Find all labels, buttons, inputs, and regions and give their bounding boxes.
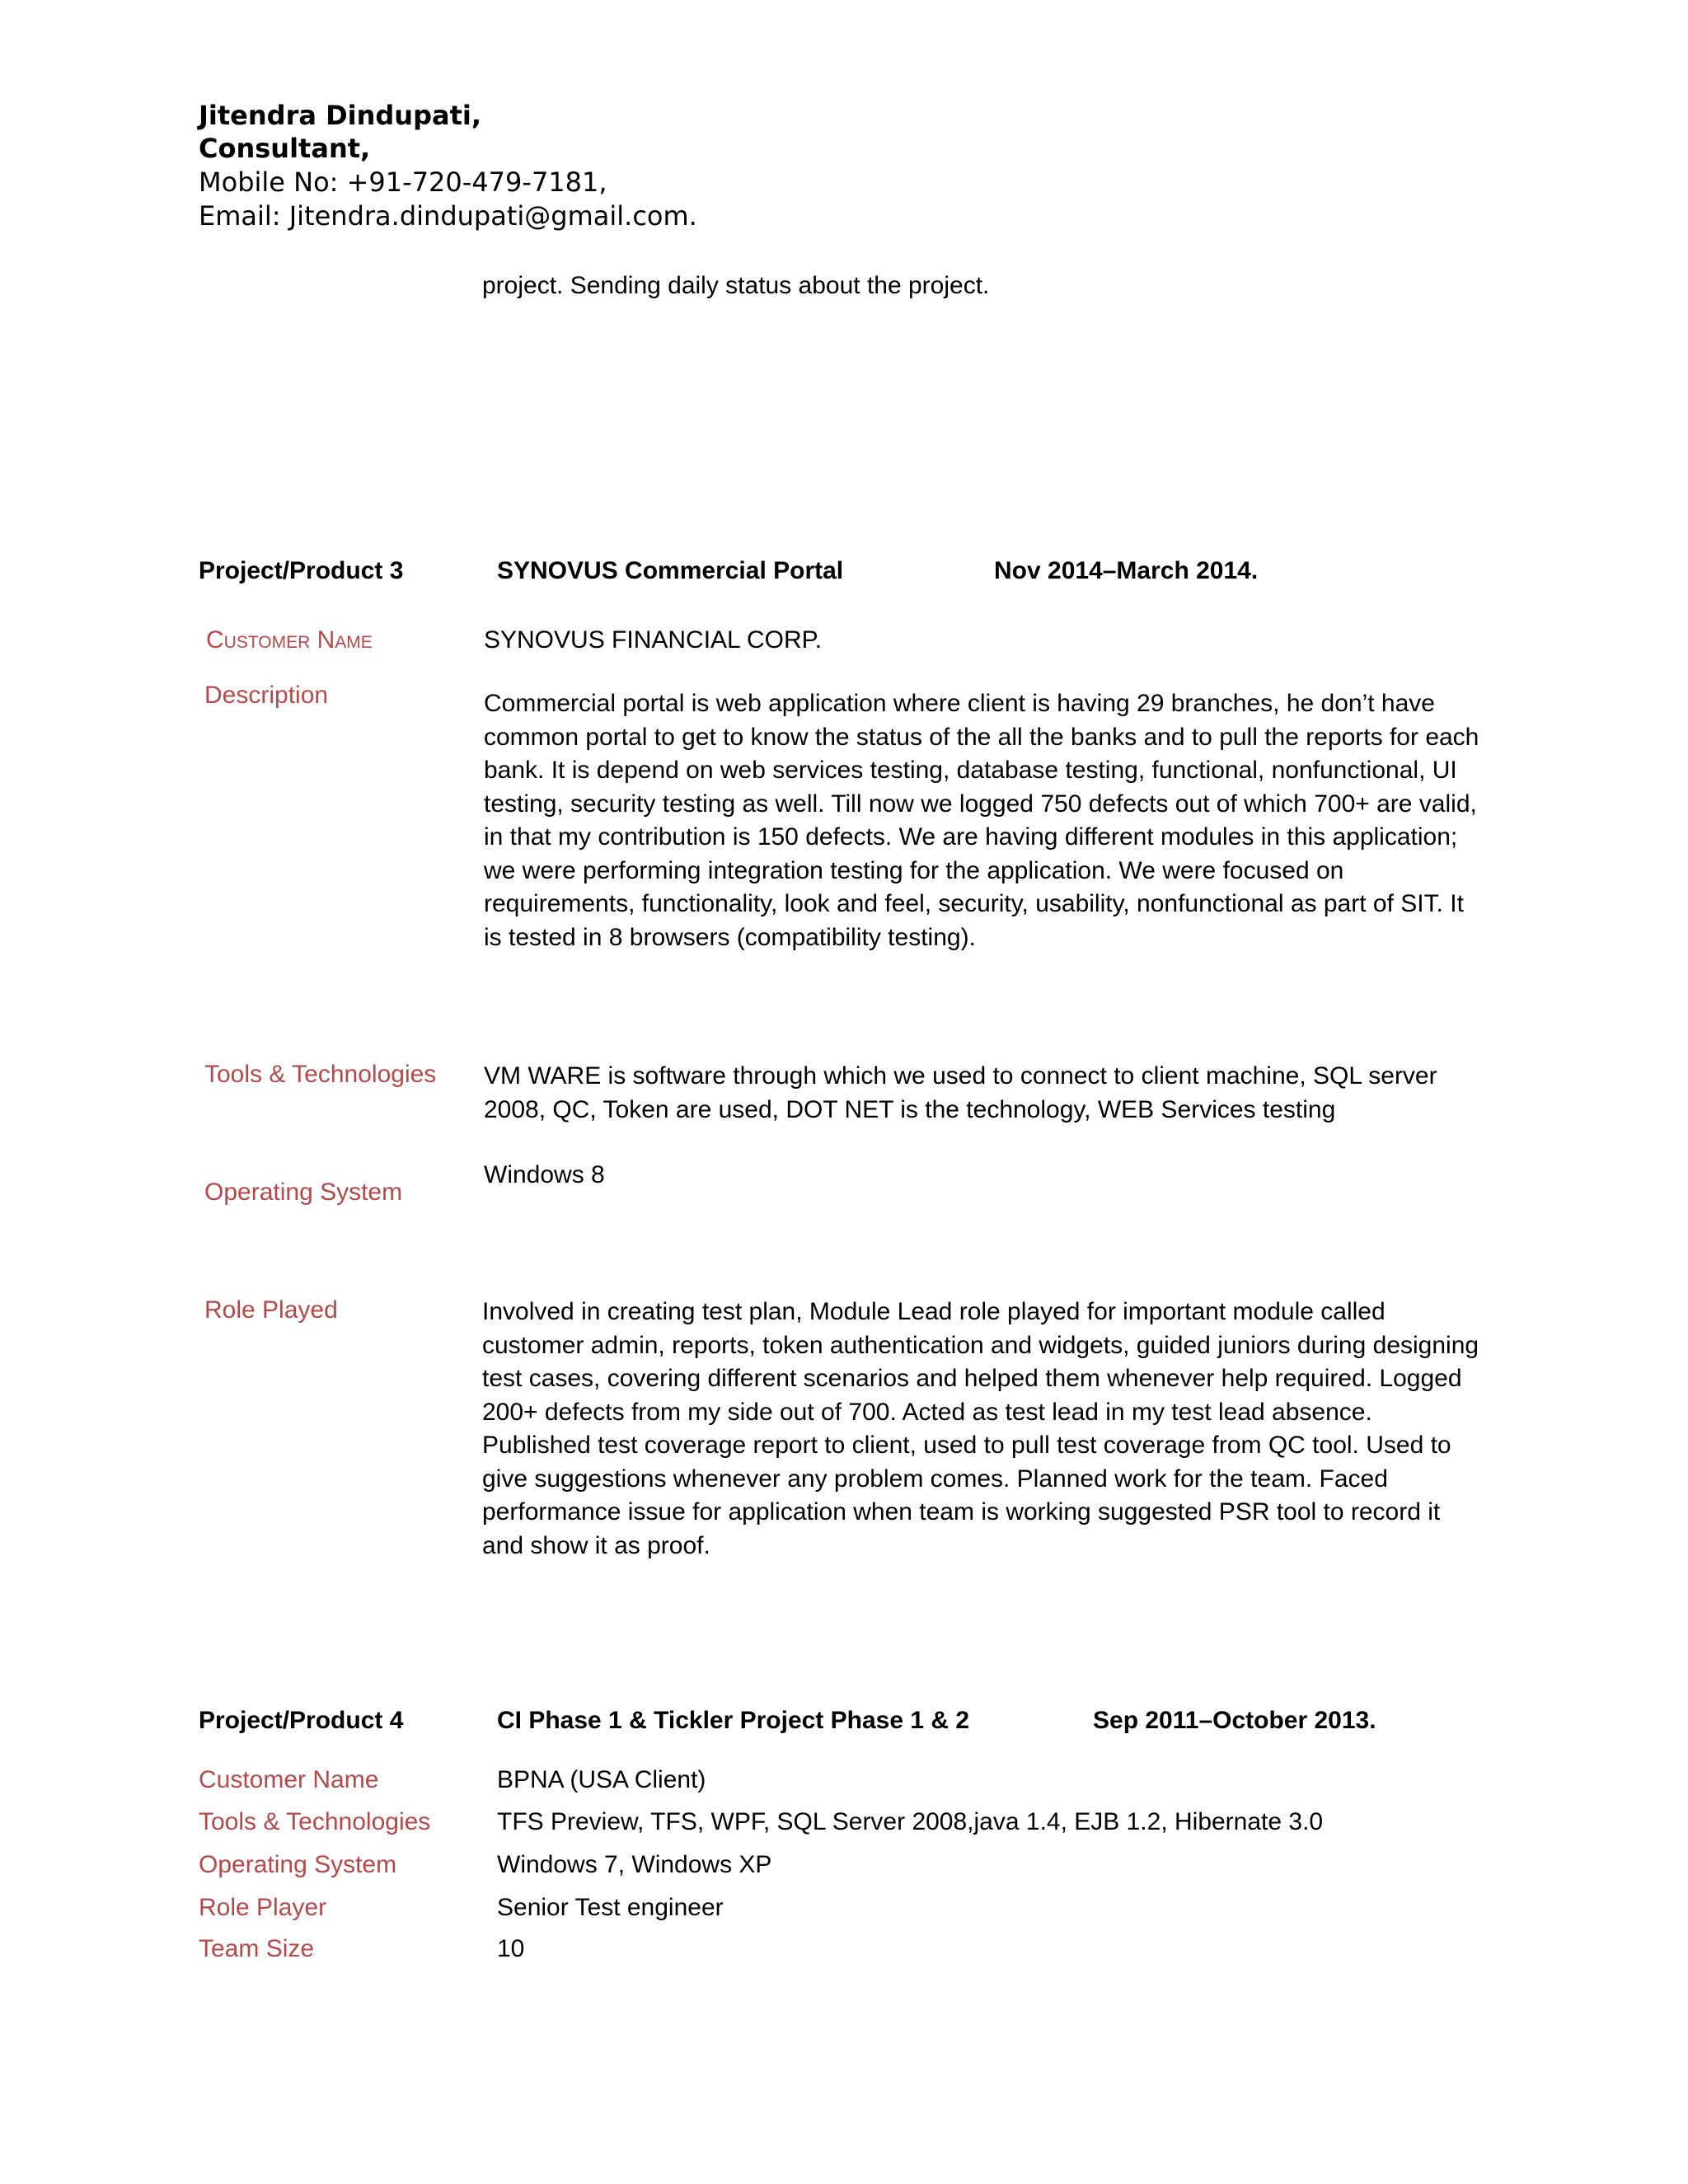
project4-customer-value: BPNA (USA Client) <box>497 1766 706 1793</box>
description-line: is tested in 8 browsers (compatibility testing). <box>484 923 976 951</box>
mobile-number: Mobile No: +91-720-479-7181, <box>199 166 607 198</box>
project3-os-label: Operating System <box>204 1179 403 1206</box>
project3-os-value: Windows 8 <box>484 1161 605 1188</box>
project4-tools-value: TFS Preview, TFS, WPF, SQL Server 2008,java 1.4, EJB 1.2, Hibernate 3.0 <box>497 1808 1324 1835</box>
email-address: Email: Jitendra.dindupati@gmail.com. <box>199 200 697 232</box>
role-line: customer admin, reports, token authentication and widgets, guided juniors during designing <box>482 1331 1479 1359</box>
project4-heading: Project/Product 4 <box>199 1707 404 1734</box>
project4-teamsize-label: Team Size <box>199 1935 315 1962</box>
project3-description-label: Description <box>204 682 329 709</box>
role-line: test cases, covering different scenarios and helped them whenever help required. Logged <box>482 1365 1462 1392</box>
candidate-name: Jitendra Dindupati, <box>199 100 481 131</box>
project3-role-label: Role Played <box>204 1296 338 1324</box>
project4-customer-label: Customer Name <box>199 1766 379 1793</box>
project4-role-label: Role Player <box>199 1894 327 1921</box>
project3-description <box>484 687 1688 954</box>
carryover-text: project. Sending daily status about the project. <box>482 272 990 299</box>
description-line: common portal to get to know the status of the all the banks and to pull the reports for each <box>484 723 1479 751</box>
project4-role-value: Senior Test engineer <box>497 1894 724 1921</box>
description-line: testing, security testing as well. Till now we logged 750 defects out of which 700+ are valid, <box>484 790 1477 818</box>
project3-heading: Project/Product 3 <box>199 557 404 584</box>
candidate-title: Consultant, <box>199 133 371 164</box>
role-line: give suggestions whenever any problem comes. Planned work for the team. Faced <box>482 1465 1388 1493</box>
role-line: performance issue for application when team is working suggested PSR tool to record it <box>482 1498 1441 1526</box>
project4-teamsize-value: 10 <box>497 1935 525 1962</box>
project3-name: SYNOVUS Commercial Portal <box>497 557 844 584</box>
description-line: bank. It is depend on web services testing, database testing, functional, nonfunctional, UI <box>484 757 1457 784</box>
description-line: we were performing integration testing for the application. We were focused on <box>484 856 1344 884</box>
project3-dates: Nov 2014–March 2014. <box>994 557 1259 584</box>
project4-dates: Sep 2011–October 2013. <box>1093 1707 1376 1734</box>
project4-os-label: Operating System <box>199 1851 397 1878</box>
role-line: Involved in creating test plan, Module Lead role played for important module called <box>482 1298 1386 1325</box>
project3-tools <box>484 1060 1688 1127</box>
description-line: in that my contribution is 150 defects. We are having different modules in this application; <box>484 823 1458 851</box>
project4-os-value: Windows 7, Windows XP <box>497 1851 772 1878</box>
project3-customer-value: SYNOVUS FINANCIAL CORP. <box>484 626 823 654</box>
role-line: and show it as proof. <box>482 1531 710 1559</box>
project3-tools-label: Tools & Technologies <box>204 1061 437 1088</box>
project3-role <box>482 1296 1688 1563</box>
project4-name: CI Phase 1 & Tickler Project Phase 1 & 2 <box>497 1707 970 1734</box>
project3-customer-label: Customer Name <box>206 626 373 654</box>
project4-tools-label: Tools & Technologies <box>199 1808 431 1835</box>
role-line: Published test coverage report to client, used to pull test coverage from QC tool. Used to <box>482 1432 1451 1459</box>
tools-line: VM WARE is software through which we used to connect to client machine, SQL server <box>484 1062 1437 1090</box>
description-line: Commercial portal is web application where client is having 29 branches, he don’t have <box>484 690 1435 717</box>
description-line: requirements, functionality, look and feel, security, usability, nonfunctional as part of SIT. It <box>484 890 1464 917</box>
role-line: 200+ defects from my side out of 700. Acted as test lead in my test lead absence. <box>482 1398 1372 1426</box>
tools-line: 2008, QC, Token are used, DOT NET is the technology, WEB Services testing <box>484 1095 1336 1123</box>
